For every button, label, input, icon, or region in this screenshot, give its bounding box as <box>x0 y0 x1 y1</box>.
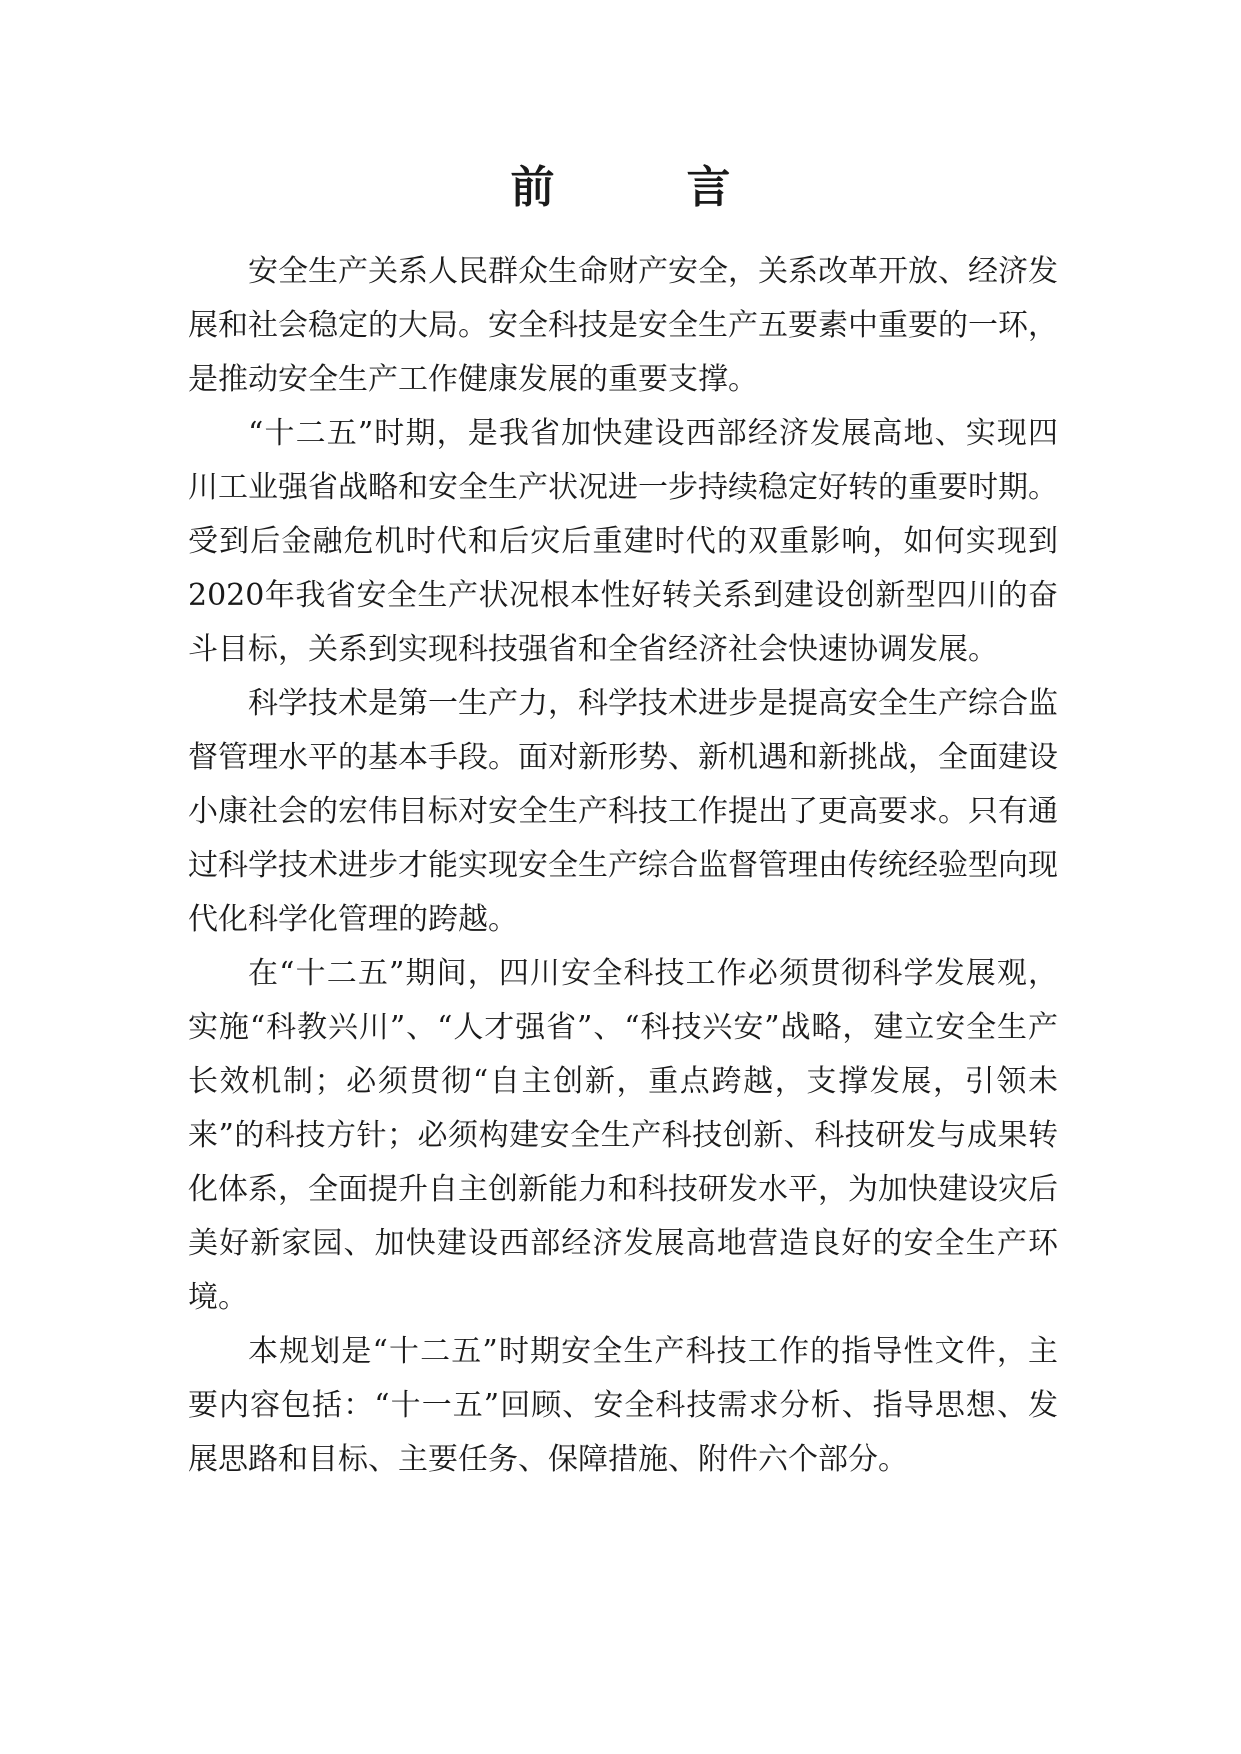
document-body <box>188 245 1058 1487</box>
paragraph-5: 本规划是“十二五”时期安全生产科技工作的指导性文件，主要内容包括：“十一五”回顾、安全科技需求分析、指导思想、发展思路和目标、主要任务、保障措施、附件六个部分。 <box>188 1334 1058 1477</box>
paragraph-1: 安全生产关系人民群众生命财产安全，关系改革开放、经济发展和社会稳定的大局。安全科技是安全生产五要素中重要的一环，是推动安全生产工作健康发展的重要支撑。 <box>188 254 1058 397</box>
paragraph-4: 在“十二五”期间，四川安全科技工作必须贯彻科学发展观，实施“科教兴川”、“人才强省”、“科技兴安”战略，建立安全生产长效机制；必须贯彻“自主创新，重点跨越，支撑发展，引领未来”的科技方针；必须构建安全生产科技创新、科技研发与成果转化体系，全面提升自主创新能力和科技研发水平，为加快建设灾后美好新家园、加快建设西部经济发展高地营造良好的安全生产环境。 <box>188 956 1058 1315</box>
page-title: 前 言 <box>510 162 775 213</box>
paragraph-3: 科学技术是第一生产力，科学技术进步是提高安全生产综合监督管理水平的基本手段。面对新形势、新机遇和新挑战，全面建设小康社会的宏伟目标对安全生产科技工作提出了更高要求。只有通过科学技术进步才能实现安全生产综合监督管理由传统经验型向现代化科学化管理的跨越。 <box>188 686 1058 937</box>
paragraph-2: “十二五”时期，是我省加快建设西部经济发展高地、实现四川工业强省战略和安全生产状况进一步持续稳定好转的重要时期。受到后金融危机时代和后灾后重建时代的双重影响，如何实现到2020年我省安全生产状况根本性好转关系到建设创新型四川的奋斗目标，关系到实现科技强省和全省经济社会快速协调发展。 <box>188 416 1058 667</box>
